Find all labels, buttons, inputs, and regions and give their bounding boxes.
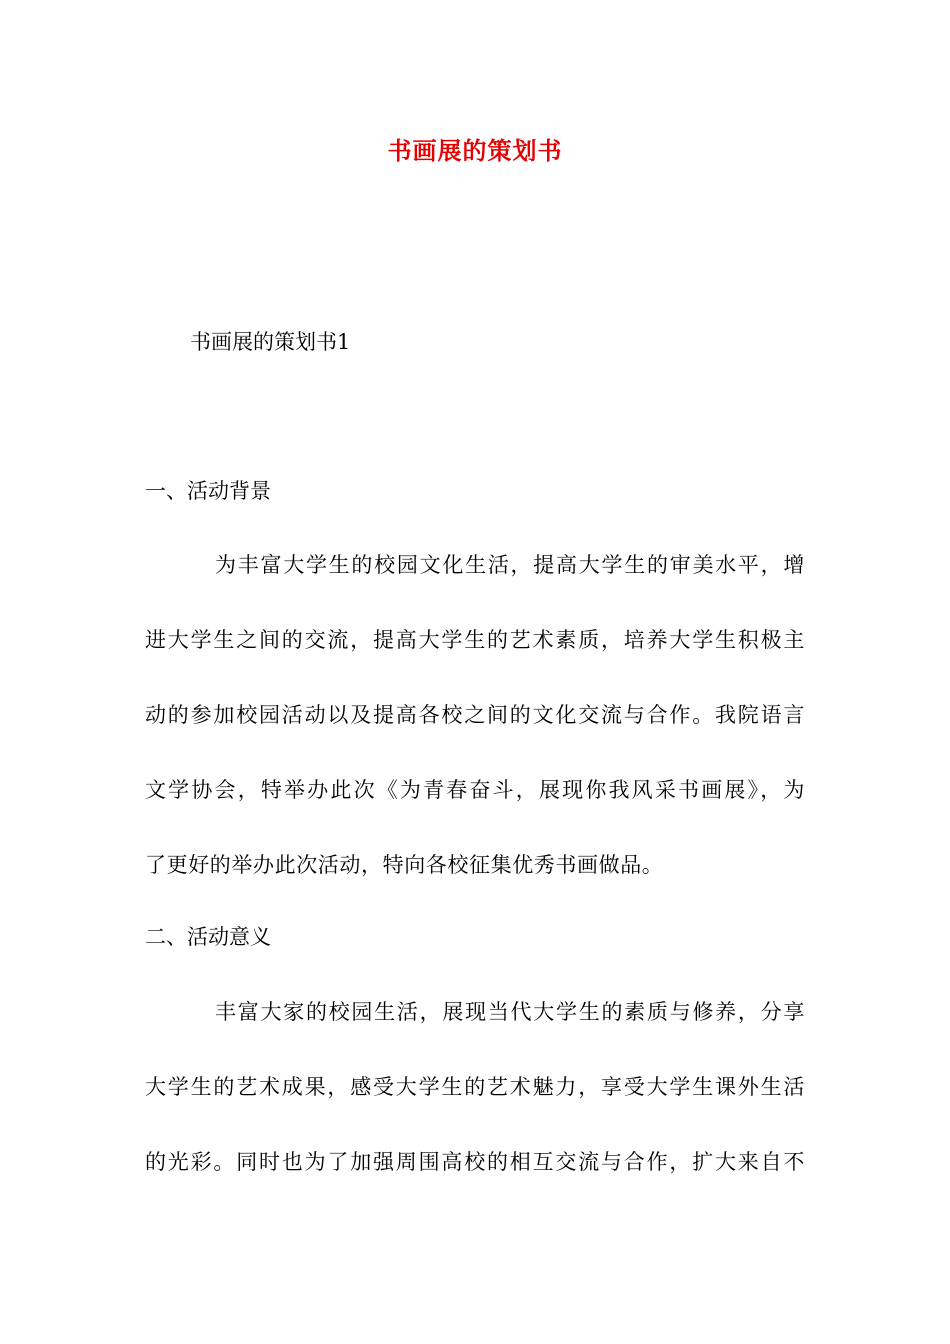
section-paragraph-background [145,528,805,903]
document-title: 书画展的策划书 [387,136,563,165]
paragraph-line: 为丰富大学生的校园文化生活，提高大学生的审美水平，增 [215,553,805,577]
paragraph-line: 了更好的举办此次活动，特向各校征集优秀书画做品。 [145,853,664,877]
document-subtitle: 书画展的策划书1 [190,330,351,354]
paragraph-line: 动的参加校园活动以及提高各校之间的文化交流与合作。我院语言 [145,703,805,727]
paragraph-line: 的光彩。同时也为了加强周围高校的相互交流与合作，扩大来自不 [145,1150,805,1174]
paragraph-line: 丰富大家的校园生活，展现当代大学生的素质与修养，分享 [215,1000,805,1024]
paragraph-line: 文学协会，特举办此次《为青春奋斗，展现你我风采书画展》，为 [145,778,805,802]
section-heading-significance: 二、活动意义 [145,925,271,949]
section-heading-background: 一、活动背景 [145,479,271,503]
section-paragraph-significance [145,975,805,1200]
paragraph-line: 大学生的艺术成果，感受大学生的艺术魅力，享受大学生课外生活 [145,1075,805,1099]
paragraph-line: 进大学生之间的交流，提高大学生的艺术素质，培养大学生积极主 [145,628,805,652]
